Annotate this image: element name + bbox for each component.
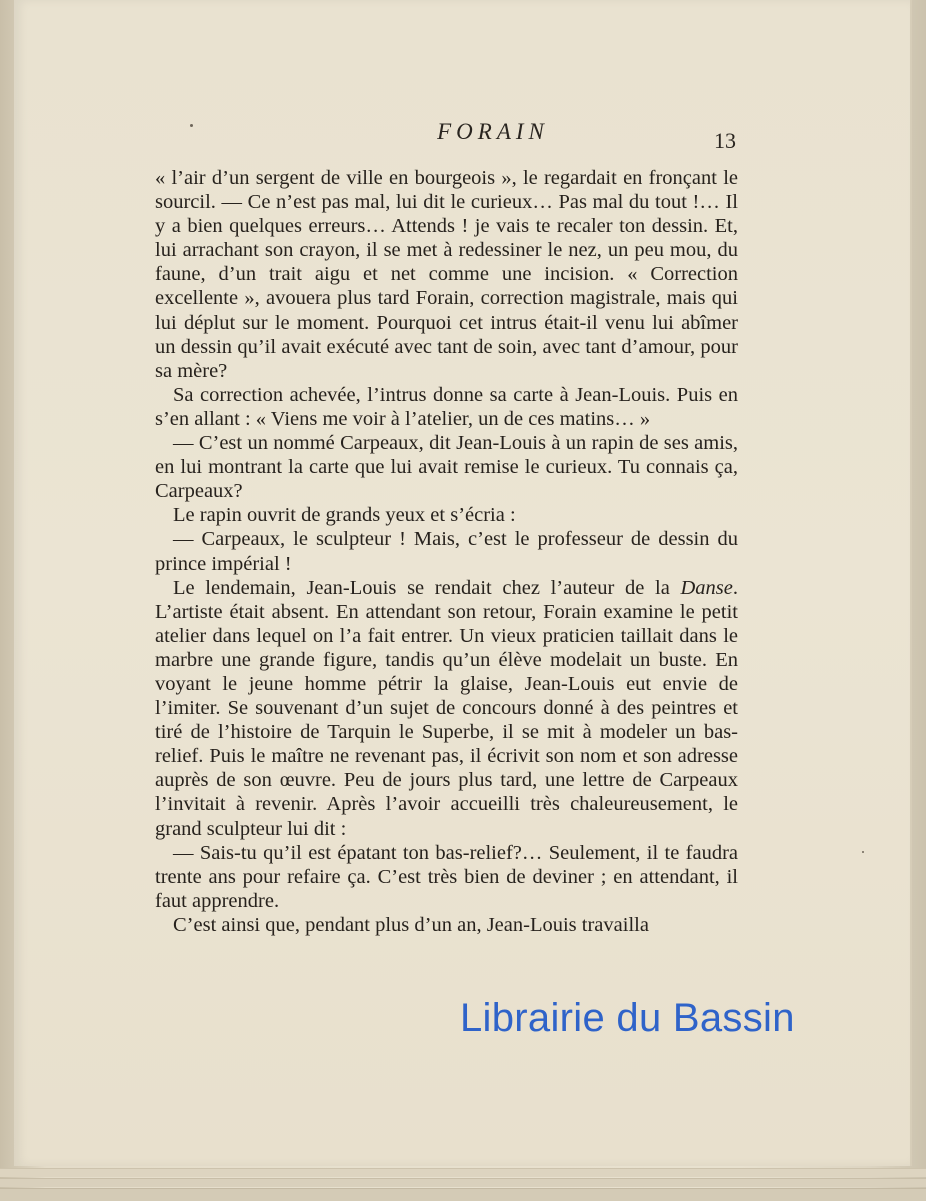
watermark: Librairie du Bassin xyxy=(460,996,795,1040)
paragraph xyxy=(155,576,738,841)
paragraph: Le rapin ouvrit de grands yeux et s’écria : xyxy=(173,504,516,527)
paragraph: — Sais-tu qu’il est épatant ton bas-relief?… Seulement, il te faudra trente ans pour refaire ça. C’est très bien de deviner ; en attendant, il faut apprendre. xyxy=(155,841,738,912)
paragraph: Sa correction achevée, l’intrus donne sa carte à Jean-Louis. Puis en s’en allant : « Viens me voir à l’atelier, un de ces matins… » xyxy=(155,383,738,430)
running-title: FORAIN xyxy=(437,119,549,144)
body-text xyxy=(155,166,738,937)
paragraph: — C’est un nommé Carpeaux, dit Jean-Louis à un rapin de ses amis, en lui montrant la carte que lui avait remise le curieux. Tu connais ça, Carpeaux? xyxy=(155,432,738,503)
page-edge xyxy=(0,1168,926,1177)
paragraph: — Carpeaux, le sculpteur ! Mais, c’est le professeur de dessin du prince impérial ! xyxy=(155,528,738,575)
italic-title: Danse xyxy=(680,576,733,599)
paper-speck xyxy=(862,851,864,853)
paragraph-text: . L’artiste était absent. En attendant son retour, Forain examine le petit atelier dans lequel on l’a fait entrer. Un vieux praticien taillait dans le marbre une grande figure, tandis qu’un élève modelait un buste. En voyant le jeune homme pétrir la glaise, Jean-Louis eut envie de l’imiter. Se souvenant d’un sujet de concours donné à des peintres et tiré de l’histoire de Tarquin le Superbe, il se mit à modeler un bas-relief. Puis le maître ne revenant pas, il écrivit son nom et son adresse auprès de son œuvre. Peu de jours plus tard, une lettre de Carpeaux l’invitait à revenir. Après l’avoir accueilli très chaleureusement, le grand sculpteur lui dit : xyxy=(155,576,738,840)
paragraph: C’est ainsi que, pendant plus d’un an, Jean-Louis travailla xyxy=(173,913,649,936)
paragraph-text: Le lendemain, Jean-Louis se rendait chez l’auteur de la xyxy=(173,576,681,599)
page-number: 13 xyxy=(714,128,736,153)
page-edge xyxy=(0,1188,926,1201)
page-edge xyxy=(0,1178,926,1187)
paragraph: « l’air d’un sergent de ville en bourgeois », le regardait en fronçant le sourcil. — Ce n’est pas mal, lui dit le curieux… Pas mal du tout !… Il y a bien quelques erreurs… Attends ! je vais te recaler ton dessin. Et, lui arrachant son crayon, il se met à redessiner le nez, un peu mou, du faune, d’un trait aigu et net comme une incision. « Correction excellente », avouera plus tard Forain, correction magistrale, mais qui lui déplut sur le moment. Pourquoi cet intrus était-il venu lui abîmer un dessin qu’il avait exécuté avec tant de soin, avec tant d’amour, pour sa mère? xyxy=(155,167,738,382)
